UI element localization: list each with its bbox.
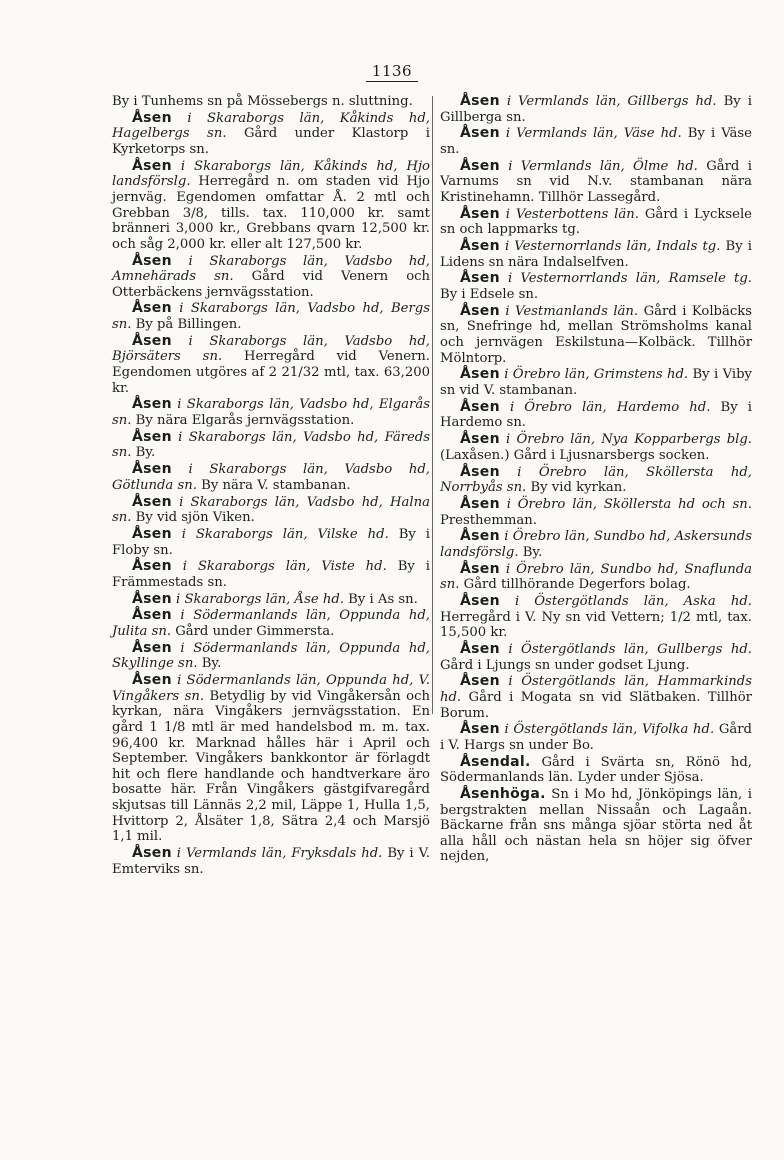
entry-location: i Södermanlands län, Oppunda hd, Julita sn. bbox=[112, 608, 430, 640]
dictionary-entry bbox=[112, 462, 430, 493]
entry-headword: Åsenhöga. bbox=[460, 786, 546, 803]
entry-location: i Örebro län, Sköllersta hd, Norrbyås sn. bbox=[440, 464, 752, 496]
entry-location: i Vestmanlands län. bbox=[505, 303, 639, 319]
entry-location: i Skaraborgs län, Vadsbo hd, Färeds sn. bbox=[112, 429, 431, 461]
dictionary-entry bbox=[112, 430, 430, 461]
entry-headword: Åsen bbox=[460, 238, 500, 255]
entry-headword: Åsendal. bbox=[460, 753, 531, 770]
entry-location: i Östergötlands län, Vifolka hd. bbox=[504, 722, 715, 738]
entry-headword: Åsen bbox=[460, 673, 500, 690]
entry-location: i Örebro län, Grimstens hd. bbox=[504, 367, 689, 383]
dictionary-entry bbox=[440, 722, 752, 753]
entry-location: i Vesternorrlands län, Indals tg. bbox=[504, 239, 721, 255]
dictionary-entry bbox=[112, 846, 430, 877]
entry-text: Gård i Lycksele sn och lappmarks tg. bbox=[440, 206, 752, 238]
entry-headword: Åsen bbox=[132, 109, 172, 126]
entry-location: i Skaraborgs län, Vadsbo hd, Halna sn. bbox=[112, 494, 430, 526]
entry-headword: Åsen bbox=[460, 270, 500, 287]
entry-text: By i Väse sn. bbox=[440, 126, 752, 157]
dictionary-entry bbox=[440, 271, 752, 302]
dictionary-entry bbox=[440, 755, 752, 786]
page-number: 1136 bbox=[0, 62, 784, 80]
entry-headword: Åsen bbox=[132, 252, 172, 269]
dictionary-entry bbox=[112, 527, 430, 558]
dictionary-entry bbox=[440, 159, 752, 206]
entry-headword: Åsen bbox=[460, 125, 500, 142]
entry-text: Herregård n. om staden vid Hjo jernväg. Egendomen omfattar Å. 2 mtl och Grebban 3/8, tills. tax. 110,000 kr. samt bränneri 3,000 kr., Grebbans qvarn 12,500 kr. och såg 2,000 kr. eller alt 127,500 kr. bbox=[112, 174, 430, 252]
dictionary-entry bbox=[440, 465, 752, 496]
entry-location: i Skaraborgs län, Vadsbo hd, Götlunda sn. bbox=[112, 462, 430, 493]
entry-headword: Åsen bbox=[460, 366, 500, 383]
entry-location: i Örebro län, Hardemo hd. bbox=[509, 399, 711, 415]
dictionary-entry bbox=[440, 207, 752, 238]
entry-text: Gård under Gimmersta. bbox=[175, 624, 335, 640]
entry-location: i Östergötlands län, Aska hd. bbox=[514, 594, 752, 610]
entry-text: By. bbox=[201, 656, 222, 672]
entry-headword: Åsen bbox=[460, 528, 500, 545]
dictionary-entry bbox=[112, 111, 430, 158]
entry-location: i Skaraborgs län, Vadsbo hd, Bergs sn. bbox=[112, 301, 430, 333]
entry-location: i Vermlands län, Väse hd. bbox=[505, 126, 682, 142]
entry-headword: Åsen bbox=[132, 493, 172, 510]
entry-headword: Åsen bbox=[132, 157, 172, 174]
entry-text: By i As sn. bbox=[348, 591, 418, 607]
entry-text: By i Gillberga sn. bbox=[440, 94, 752, 125]
dictionary-entry bbox=[112, 495, 430, 526]
entry-headword: Åsen bbox=[132, 428, 172, 445]
entry-text: By vid kyrkan. bbox=[530, 480, 627, 496]
dictionary-entry bbox=[112, 301, 430, 332]
entry-text: By i V. Emterviks sn. bbox=[112, 845, 430, 877]
dictionary-entry bbox=[112, 592, 430, 608]
dictionary-entry bbox=[440, 239, 752, 270]
entry-headword: Åsen bbox=[460, 593, 500, 610]
column-divider bbox=[432, 96, 433, 714]
dictionary-entry bbox=[440, 400, 752, 431]
entry-location: i Skaraborgs län, Kåkinds hd, Hagelbergs sn. bbox=[112, 110, 430, 142]
entry-location: i Östergötlands län, Hammarkinds hd. bbox=[440, 674, 752, 705]
entry-location: i Skaraborgs län, Vadsbo hd, Björsäters sn. bbox=[112, 333, 430, 365]
entry-text: Gård i Varnums sn vid N.v. stambanan nära Kristinehamn. Tillhör Lassegård. bbox=[440, 158, 752, 205]
entry-headword: Åsen bbox=[460, 560, 500, 577]
entry-text: Sn i Mo hd, Jönköpings län, i bergstrakten mellan Nissaån och Lagaån. Bäckarne från sns många sjöar störta ned åt alla håll och nästan hela sn höjer sig öfver nejden, bbox=[440, 787, 752, 865]
entry-location: i Örebro län, Sundbo hd, Snaflunda sn. bbox=[440, 561, 752, 593]
entry-headword: Åsen bbox=[460, 431, 500, 448]
entry-text: Gård i V. Hargs sn under Bo. bbox=[440, 722, 752, 753]
dictionary-entry bbox=[440, 367, 752, 398]
entry-headword: Åsen bbox=[460, 641, 500, 657]
entry-location: i Vermlands län, Gillbergs hd. bbox=[506, 94, 717, 109]
entry-text: Gård i Kolbäcks sn, Snefringe hd, mellan Strömsholms kanal och jernvägen Eskilstuna—Kolbäck. Tillhör Mölntorp. bbox=[440, 303, 752, 366]
dictionary-entry bbox=[112, 159, 430, 253]
entry-location: i Skaraborgs län, Åse hd. bbox=[176, 591, 344, 607]
dictionary-entry bbox=[112, 334, 430, 396]
entry-text: By. bbox=[135, 445, 156, 461]
dictionary-entry bbox=[440, 674, 752, 721]
dictionary-entry bbox=[440, 432, 752, 463]
entry-text: By i Tunhems sn på Mössebergs n. sluttning. bbox=[112, 94, 413, 109]
entry-text: By nära Elgarås jernvägsstation. bbox=[135, 413, 355, 428]
entry-headword: Åsen bbox=[132, 590, 172, 607]
dictionary-entry bbox=[440, 787, 752, 865]
dictionary-entry bbox=[440, 497, 752, 528]
entry-headword: Åsen bbox=[132, 332, 172, 349]
entry-headword: Åsen bbox=[132, 639, 172, 656]
entry-headword: Åsen bbox=[132, 607, 172, 624]
entry-location: i Örebro län, Sundbo hd, Askersunds landsförslg. bbox=[440, 529, 752, 560]
entry-headword: Åsen bbox=[460, 157, 500, 174]
dictionary-entry bbox=[112, 673, 430, 845]
dictionary-entry bbox=[440, 642, 752, 673]
entry-location: i Örebro län, Sköllersta hd och sn. bbox=[506, 496, 752, 512]
entry-text: Gård i Ljungs sn under godset Ljung. bbox=[440, 657, 690, 673]
dictionary-entry bbox=[112, 94, 430, 110]
dictionary-entry bbox=[112, 641, 430, 672]
dictionary-entry bbox=[112, 608, 430, 639]
entry-text: By på Billingen. bbox=[135, 317, 242, 333]
entry-text: Presthemman. bbox=[440, 512, 537, 528]
entry-location: i Södermanlands län, Oppunda hd, V. Vingåkers sn. bbox=[112, 673, 430, 704]
entry-headword: Åsen bbox=[132, 672, 172, 689]
dictionary-entry bbox=[440, 304, 752, 366]
dictionary-entry bbox=[440, 594, 752, 641]
entry-location: i Skaraborgs län, Vilske hd. bbox=[181, 526, 389, 542]
entry-headword: Åsen bbox=[132, 300, 172, 317]
entry-location: i Vermlands län, Fryksdals hd. bbox=[176, 845, 383, 861]
dictionary-entry bbox=[440, 562, 752, 593]
entry-text: By. bbox=[522, 544, 543, 560]
entry-text: Gård i Mogata sn vid Slätbaken. Tillhör Borum. bbox=[440, 689, 752, 721]
entry-headword: Åsen bbox=[132, 525, 172, 542]
entry-text: Herregård vid Venern. Egendomen utgöres af 2 21/32 mtl, tax. 63,200 kr. bbox=[112, 349, 430, 396]
entry-text: By i Främmestads sn. bbox=[112, 559, 430, 590]
entry-text: Gård vid Venern och Otterbäckens jernvägsstation. bbox=[112, 269, 431, 300]
entry-text: Herregård i V. Ny sn vid Vettern; 1/2 mtl, tax. 15,500 kr. bbox=[440, 609, 752, 641]
dictionary-entry bbox=[112, 559, 430, 590]
entry-headword: Åsen bbox=[460, 463, 500, 480]
entry-location: i Skaraborgs län, Vadsbo hd, Elgarås sn. bbox=[112, 397, 430, 428]
entry-text: By vid sjön Viken. bbox=[135, 510, 255, 526]
entry-text: Gård tillhörande Degerfors bolag. bbox=[463, 577, 691, 593]
entry-location: i Östergötlands län, Gullbergs hd. bbox=[508, 642, 752, 657]
dictionary-entry bbox=[440, 126, 752, 157]
entry-location: i Skaraborgs län, Vadsbo hd, Amnehärads sn. bbox=[112, 253, 430, 285]
right-column bbox=[440, 94, 752, 866]
entry-text: By i Hardemo sn. bbox=[440, 399, 752, 431]
entry-text: (Laxåsen.) Gård i Ljusnarsbergs socken. bbox=[440, 447, 710, 463]
entry-text: By i Viby sn vid V. stambanan. bbox=[440, 367, 752, 398]
left-column bbox=[112, 94, 430, 878]
entry-headword: Åsen bbox=[460, 205, 500, 222]
entry-headword: Åsen bbox=[460, 495, 500, 512]
entry-headword: Åsen bbox=[460, 398, 500, 415]
entry-location: i Skaraborgs län, Viste hd. bbox=[182, 559, 387, 575]
entry-headword: Åsen bbox=[460, 302, 500, 319]
entry-text: By i Floby sn. bbox=[112, 526, 430, 558]
entry-location: i Södermanlands län, Oppunda hd, Skyllinge sn. bbox=[112, 640, 430, 672]
entry-headword: Åsen bbox=[460, 93, 500, 109]
entry-text: Gård under Klastorp i Kyrketorps sn. bbox=[112, 126, 430, 157]
entry-text: By nära V. stambanan. bbox=[201, 477, 351, 493]
entry-location: i Vermlands län, Ölme hd. bbox=[508, 158, 698, 174]
entry-text: By i Lidens sn nära Indalselfven. bbox=[440, 239, 752, 270]
entry-text: Betydlig by vid Vingåkersån och kyrkan, nära Vingåkers jernvägsstation. En gård 1 1/8 mtl är med handelsbod m. m. tax. 96,400 kr. Marknad hålles här i April och September. Vingåkers bankkontor är förlagdt hit och flere handlande och handtverkare äro bosatte här. Från Vingåkers gästgifvaregård skjutsas till Lännäs 2,2 mil, Läppe 1, Hulla 1,5, Hvittorp 2, Ålsäter 1,8, Sätra 2,4 och Marsjö 1,1 mil. bbox=[112, 688, 430, 845]
entry-headword: Åsen bbox=[132, 396, 172, 413]
entry-location: i Vesternorrlands län, Ramsele tg. bbox=[508, 271, 752, 287]
entry-headword: Åsen bbox=[132, 844, 172, 861]
entry-text: By i Edsele sn. bbox=[440, 287, 539, 303]
entry-location: i Örebro län, Nya Kopparbergs blg. bbox=[506, 432, 752, 448]
entry-headword: Åsen bbox=[460, 721, 500, 738]
entry-headword: Åsen bbox=[132, 461, 172, 478]
entry-text: Gård i Svärta sn, Rönö hd, Södermanlands län. Lyder under Sjösa. bbox=[440, 754, 752, 786]
dictionary-entry bbox=[112, 254, 430, 301]
dictionary-entry bbox=[440, 94, 752, 125]
entry-location: i Skaraborgs län, Kåkinds hd, Hjo landsförslg. bbox=[112, 158, 430, 190]
entry-location: i Vesterbottens län. bbox=[505, 206, 639, 222]
dictionary-entry bbox=[112, 397, 430, 428]
entry-headword: Åsen bbox=[132, 558, 172, 575]
dictionary-entry bbox=[440, 529, 752, 560]
